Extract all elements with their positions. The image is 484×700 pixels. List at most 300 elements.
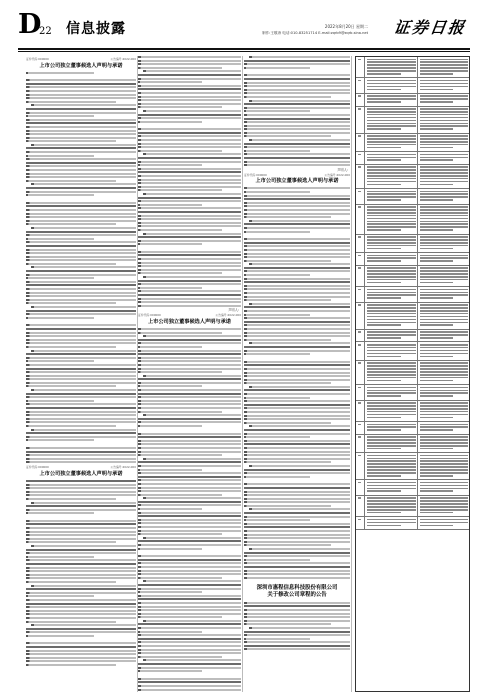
text-line <box>249 139 350 141</box>
text-line <box>26 595 94 597</box>
cell-text-line <box>367 73 401 75</box>
table-cell <box>356 330 365 342</box>
text-line <box>244 559 310 561</box>
text-line <box>244 523 350 525</box>
cell-text-line <box>367 212 416 214</box>
text-line <box>244 324 350 326</box>
text-line <box>143 580 241 582</box>
text-line <box>26 133 136 135</box>
text-line <box>138 290 241 292</box>
text-line <box>26 180 116 182</box>
text-line <box>244 314 310 316</box>
cell-text-line <box>367 522 416 524</box>
text-line <box>138 280 241 282</box>
cell-text-line <box>420 353 468 355</box>
text-line <box>26 567 136 569</box>
text-line <box>244 274 310 276</box>
text-line <box>138 526 241 528</box>
text-line <box>31 266 136 268</box>
text-line <box>244 143 350 145</box>
text-line <box>138 540 241 542</box>
cell-text-line <box>420 460 468 462</box>
table-cell <box>365 453 418 479</box>
cell-text-line <box>420 466 468 468</box>
cell-text-line <box>367 307 416 309</box>
text-line <box>26 411 136 413</box>
text-line <box>26 292 136 294</box>
cell-text-line <box>358 519 362 521</box>
cell-text-line <box>367 506 416 508</box>
notice-number: 公告编号:2022-000 <box>110 57 136 61</box>
cell-text-line <box>420 114 468 116</box>
text-line <box>143 276 241 278</box>
cell-text-line <box>367 206 416 208</box>
cell-text-line <box>367 304 416 306</box>
text-line <box>26 494 136 496</box>
text-line <box>244 278 350 280</box>
table-cell <box>418 134 469 151</box>
table-cell <box>365 361 418 384</box>
masthead <box>18 9 470 50</box>
notice-block <box>26 58 136 463</box>
cell-text-line <box>367 257 416 259</box>
text-line <box>244 491 350 493</box>
cell-text-line <box>367 226 416 228</box>
cell-text-line <box>358 289 362 291</box>
text-line <box>26 368 136 370</box>
table-cell <box>365 57 418 77</box>
text-line <box>138 229 222 231</box>
cell-text-line <box>367 215 416 217</box>
cell-text-line <box>420 417 454 419</box>
header-rule <box>18 48 470 50</box>
cell-text-line <box>367 218 416 220</box>
text-line <box>26 130 136 132</box>
table-cell <box>365 330 418 342</box>
cell-text-line <box>420 73 454 75</box>
text-line <box>138 515 241 517</box>
cell-text-line <box>420 128 454 130</box>
text-line <box>244 346 350 348</box>
text-line <box>138 447 241 449</box>
text-line <box>143 193 241 195</box>
text-line <box>244 125 350 127</box>
text-line <box>26 400 94 402</box>
text-line <box>244 570 350 572</box>
text-line <box>26 234 136 236</box>
text-line <box>26 599 136 601</box>
table-cell <box>356 253 365 265</box>
text-line <box>26 245 136 247</box>
cell-text-line <box>420 374 468 376</box>
cell-text-line <box>367 221 416 223</box>
cell-text-line <box>367 199 401 201</box>
cell-text-line <box>420 242 468 244</box>
table-cell <box>356 107 365 133</box>
text-line <box>138 197 241 199</box>
text-line <box>26 274 136 276</box>
text-line <box>26 650 136 652</box>
cell-text-line <box>420 488 468 490</box>
contact-line: 制作:王敬涛 电话:010-83251714 E-mail:zqrb9@zqrb.sina.net <box>261 31 368 35</box>
text-line <box>244 260 331 262</box>
text-line <box>138 67 222 69</box>
cell-text-line <box>420 310 468 312</box>
text-line <box>244 364 350 366</box>
text-line <box>26 86 136 88</box>
cell-text-line <box>367 279 416 281</box>
cell-text-line <box>420 313 468 315</box>
table-row <box>356 235 469 253</box>
cell-text-line <box>420 405 468 407</box>
stock-code: 证券代码:000000 <box>26 57 49 61</box>
cell-text-line <box>367 157 416 159</box>
text-line <box>138 63 241 65</box>
text-line <box>26 581 116 583</box>
text-line <box>244 128 350 130</box>
text-line <box>249 220 350 222</box>
stock-code: 证券代码:000000 <box>26 465 49 470</box>
text-line <box>138 389 241 391</box>
cell-text-line <box>367 117 416 119</box>
cell-text-line <box>420 159 454 161</box>
table-cell <box>356 205 365 234</box>
text-line <box>244 530 350 532</box>
table-cell <box>356 361 365 384</box>
table-row <box>356 107 469 134</box>
text-line <box>244 415 350 417</box>
cell-text-line <box>420 120 468 122</box>
cell-text-line <box>367 525 401 527</box>
text-line <box>249 386 350 388</box>
table-row <box>356 152 469 165</box>
text-line <box>26 284 136 286</box>
cell-text-line <box>420 64 468 66</box>
text-line <box>26 126 136 128</box>
text-line <box>138 135 241 137</box>
table-row <box>356 57 469 78</box>
cell-text-line <box>420 377 468 379</box>
table-cell <box>418 57 469 77</box>
text-line <box>244 249 350 251</box>
table-cell <box>418 342 469 359</box>
text-line <box>138 171 241 173</box>
cell-text-line <box>367 414 416 416</box>
text-line <box>26 498 116 500</box>
text-line <box>26 527 136 529</box>
cell-text-line <box>420 362 468 364</box>
text-line <box>244 328 350 330</box>
notice-title: 上市公司独立董事候选人声明与承诺 <box>39 470 123 477</box>
text-line <box>244 332 350 334</box>
text-line <box>138 631 202 633</box>
table-row <box>356 303 469 330</box>
cell-text-line <box>358 344 362 346</box>
text-line <box>244 648 350 650</box>
cell-text-line <box>358 402 362 404</box>
table-cell <box>356 517 365 529</box>
table-cell <box>418 266 469 286</box>
cell-text-line <box>420 95 468 97</box>
text-line <box>26 385 116 387</box>
cell-text-line <box>367 316 416 318</box>
cell-text-line <box>367 276 416 278</box>
text-line <box>138 204 202 206</box>
table-row <box>356 361 469 385</box>
table-cell <box>365 165 418 188</box>
cell-text-line <box>420 255 468 257</box>
text-line <box>244 469 350 471</box>
text-line <box>143 620 241 622</box>
text-column-3 <box>244 56 350 692</box>
announcement-heading <box>244 585 350 599</box>
table-cell <box>356 342 365 359</box>
text-line <box>244 107 350 109</box>
table-row <box>356 189 469 205</box>
cell-text-line <box>420 475 454 477</box>
text-line <box>26 220 136 222</box>
table-cell <box>418 517 469 529</box>
text-line <box>26 407 136 409</box>
cell-text-line <box>367 239 416 241</box>
text-line <box>138 689 241 691</box>
text-line <box>26 556 94 558</box>
text-line <box>138 114 241 116</box>
text-line <box>244 418 350 420</box>
cell-text-line <box>420 184 454 186</box>
cell-text-line <box>367 289 416 291</box>
cell-text-line <box>358 108 362 110</box>
cell-text-line <box>420 229 454 231</box>
table-cell <box>365 78 418 93</box>
text-line <box>26 346 116 348</box>
text-line <box>244 605 350 607</box>
cell-text-line <box>420 218 468 220</box>
text-line <box>26 454 136 456</box>
cell-text-line <box>358 154 362 156</box>
text-line <box>138 218 241 220</box>
text-line <box>26 549 136 551</box>
text-line <box>26 653 136 655</box>
text-line <box>138 656 222 658</box>
text-line <box>138 678 241 680</box>
text-line <box>26 523 136 525</box>
cell-text-line <box>420 144 468 146</box>
text-line <box>249 263 350 265</box>
cell-text-line <box>420 390 468 392</box>
cell-text-line <box>358 387 362 389</box>
text-line <box>138 368 241 370</box>
cell-text-line <box>420 178 468 180</box>
text-line <box>138 602 241 604</box>
text-line <box>26 378 136 380</box>
cell-text-line <box>358 166 362 168</box>
text-line <box>244 231 310 233</box>
text-line <box>138 407 241 409</box>
text-line <box>138 472 241 474</box>
text-line <box>138 99 241 101</box>
text-line <box>26 480 136 482</box>
text-line <box>26 603 136 605</box>
signature-line: 声明人: <box>337 167 348 172</box>
text-line <box>26 538 136 540</box>
cell-text-line <box>420 411 468 413</box>
cell-text-line <box>420 392 468 394</box>
table-cell <box>418 361 469 384</box>
text-line <box>31 183 136 185</box>
text-line <box>138 548 202 550</box>
text-line <box>138 164 202 166</box>
text-line <box>26 570 136 572</box>
cell-text-line <box>367 460 416 462</box>
table-cell <box>356 480 365 495</box>
text-line <box>244 96 331 98</box>
cell-text-line <box>367 322 416 324</box>
text-line <box>138 339 241 341</box>
table-cell <box>418 78 469 93</box>
text-line <box>26 187 136 189</box>
text-line <box>138 225 241 227</box>
text-line <box>26 202 136 204</box>
text-line <box>26 332 136 334</box>
table-cell <box>356 78 365 93</box>
table-cell <box>418 94 469 106</box>
table-cell <box>356 266 365 286</box>
text-line <box>138 490 241 492</box>
cell-text-line <box>367 347 416 349</box>
table-row <box>356 330 469 343</box>
text-line <box>244 353 310 355</box>
table-cell <box>365 480 418 495</box>
cell-text-line <box>420 525 454 527</box>
cell-text-line <box>420 239 468 241</box>
cell-text-line <box>420 138 468 140</box>
text-line <box>244 74 350 76</box>
cell-text-line <box>367 371 416 373</box>
text-line <box>138 117 241 119</box>
notice-header <box>26 58 136 62</box>
text-line <box>244 82 350 84</box>
text-line <box>244 487 350 489</box>
notice-block <box>244 174 350 579</box>
cell-text-line <box>420 83 468 85</box>
table-cell <box>356 94 365 106</box>
text-line <box>138 634 241 636</box>
text-line <box>244 135 331 137</box>
text-line <box>138 222 241 224</box>
text-line <box>26 577 136 579</box>
text-line <box>244 103 350 105</box>
text-line <box>26 491 136 493</box>
text-line <box>138 469 202 471</box>
text-line <box>26 414 136 416</box>
cell-text-line <box>420 519 468 521</box>
text-line <box>244 202 350 204</box>
cell-text-line <box>420 365 468 367</box>
text-line <box>138 254 241 256</box>
text-line <box>138 262 241 264</box>
cell-text-line <box>420 221 468 223</box>
text-line <box>244 85 350 87</box>
text-line <box>244 512 350 514</box>
text-line <box>249 56 350 58</box>
text-line <box>138 483 241 485</box>
cell-text-line <box>367 138 416 140</box>
cell-text-line <box>358 331 362 333</box>
text-line <box>31 624 136 626</box>
text-line <box>26 108 136 110</box>
table-cell <box>365 266 418 286</box>
text-line <box>138 353 241 355</box>
text-line <box>26 541 116 543</box>
cell-text-line <box>367 475 401 477</box>
table-cell <box>418 422 469 434</box>
table-cell <box>365 107 418 133</box>
table-cell <box>365 94 418 106</box>
text-line <box>244 164 350 166</box>
text-line <box>138 555 241 557</box>
cell-text-line <box>367 503 416 505</box>
cell-text-line <box>367 159 401 161</box>
cell-text-line <box>420 257 468 259</box>
cell-text-line <box>367 344 416 346</box>
text-line <box>26 505 136 507</box>
table-cell <box>365 401 418 421</box>
text-line <box>138 433 241 435</box>
cell-text-line <box>420 426 468 428</box>
cell-text-line <box>367 248 401 250</box>
cell-text-line <box>420 267 468 269</box>
table-cell <box>418 303 469 329</box>
notice-number: 公告编号:2022-000 <box>215 313 241 318</box>
text-line <box>26 393 136 395</box>
cell-text-line <box>358 436 362 438</box>
cell-text-line <box>367 377 416 379</box>
text-line <box>138 577 222 579</box>
cell-text-line <box>367 141 416 143</box>
notice-block <box>138 314 241 690</box>
text-line <box>244 555 350 557</box>
cell-text-line <box>420 59 468 61</box>
text-line <box>31 545 136 547</box>
text-line <box>26 169 136 171</box>
cell-text-line <box>420 395 454 397</box>
cell-text-line <box>420 226 468 228</box>
text-line <box>244 613 350 615</box>
cell-text-line <box>358 304 362 306</box>
cell-text-line <box>358 236 362 238</box>
cell-text-line <box>420 292 468 294</box>
text-line <box>138 364 241 366</box>
cell-text-line <box>420 196 468 198</box>
text-line <box>138 487 241 489</box>
cell-text-line <box>420 304 468 306</box>
cell-text-line <box>367 98 416 100</box>
cell-text-line <box>420 61 468 63</box>
cell-text-line <box>367 429 401 431</box>
table-cell <box>356 57 365 77</box>
issue-date: 2022年8月20日 星期二 <box>324 24 368 29</box>
text-line <box>244 397 310 399</box>
cell-text-line <box>367 402 416 404</box>
cell-text-line <box>367 466 416 468</box>
text-line <box>26 432 136 434</box>
text-line <box>31 306 136 308</box>
text-line <box>138 440 241 442</box>
text-line <box>244 645 350 647</box>
table-cell <box>365 287 418 302</box>
cell-text-line <box>367 193 416 195</box>
